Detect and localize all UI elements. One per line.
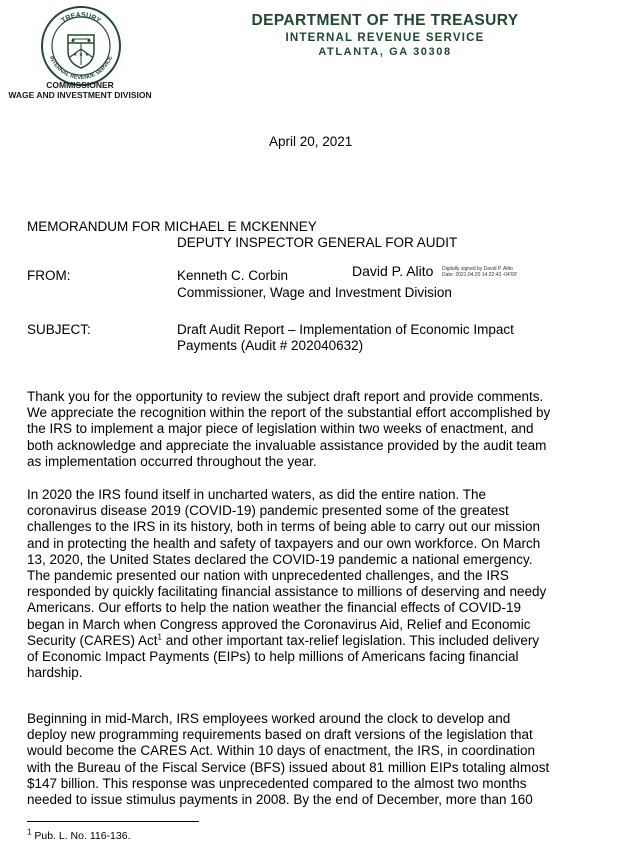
seal-ring-text-top: TREASURY [60, 11, 102, 25]
footnote-ref[interactable]: 1 [157, 632, 162, 642]
paragraph-line: the IRS to implement a major piece of legislation within two weeks of enactment, and [27, 421, 534, 437]
paragraph-line: and in protecting the health and safety of taxpayers and our own workforce. On March [27, 535, 541, 551]
paragraph-line: Beginning in mid-March, IRS employees worked around the clock to develop and [27, 711, 511, 726]
paragraph-2 [27, 487, 607, 681]
signature-meta-line-1: Digitally signed by David P. Alito [442, 266, 513, 272]
footnote [27, 827, 131, 842]
subject-label: SUBJECT: [27, 322, 91, 337]
paragraph-line: challenges to the IRS in its history, both in terms of being able to carry out our mission [27, 519, 540, 535]
paragraph-line: of Economic Impact Payments (EIPs) to help millions of Americans facing financial [27, 649, 519, 665]
division-caption [0, 80, 160, 100]
paragraph-1 [27, 389, 607, 470]
department-name: DEPARTMENT OF THE TREASURY [251, 12, 519, 29]
footnote-divider [27, 821, 199, 822]
paragraph-line: would become the CARES Act. Within 10 days of enactment, the IRS, in coordination [27, 743, 536, 759]
subject-line-1: Draft Audit Report – Implementation of Economic Impact [177, 322, 514, 337]
paragraph-line: We appreciate the recognition within the report of the substantial effort accomplished by [27, 405, 551, 421]
paragraph-line: needed to issue stimulus payments in 2008. By the end of December, more than 160 [27, 792, 533, 808]
paragraph-line: In 2020 the IRS found itself in uncharted waters, as did the entire nation. The [27, 487, 487, 502]
paragraph-line: $147 billion. This response was unprecedented compared to the almost two months [27, 775, 527, 791]
treasury-seal-icon [40, 5, 122, 87]
office-location: ATLANTA, GA 30308 [318, 46, 452, 58]
paragraph-3 [27, 711, 607, 808]
caption-line-1: COMMISSIONER [46, 80, 114, 90]
digital-signature-name: David P. Alito [352, 263, 434, 279]
from-title: Commissioner, Wage and Investment Division [177, 285, 452, 300]
footnote-marker: 1 [27, 827, 32, 837]
paragraph-line: with the Bureau of the Fiscal Service (BFS) issued about 81 million EIPs totaling almost [27, 759, 550, 775]
paragraph-line: coronavirus disease 2019 (COVID-19) pandemic presented some of the greatest [27, 503, 509, 519]
paragraph-line: as implementation occurred throughout the year. [27, 453, 317, 469]
line-text: and other important tax-relief legislation. This included delivery [161, 632, 540, 648]
paragraph-line-with-footnote [27, 633, 607, 649]
digital-signature-details [442, 266, 517, 278]
paragraph-line: began in March when Congress approved the Coronavirus Aid, Relief and Economic [27, 616, 531, 632]
svg-text:★ ★ ★: ★ ★ ★ [72, 52, 90, 58]
paragraph-line: hardship. [27, 665, 83, 681]
paragraph-line: both acknowledge and appreciate the invaluable assistance provided by the audit team [27, 437, 547, 453]
memo-for-line: MEMORANDUM FOR MICHAEL E MCKENNEY [27, 219, 317, 234]
paragraph-line: responded by quickly facilitating financial assistance to millions of deserving and needy [27, 584, 547, 600]
svg-text:TREASURY [60, 12, 101, 25]
memo-date: April 20, 2021 [269, 134, 353, 149]
seal-ring-text-bottom: INTERNAL REVENUE SERVICE [47, 55, 115, 82]
paragraph-line: The pandemic presented our nation with unprecedented challenges, and the IRS [27, 568, 509, 584]
paragraph-line: deploy new programming requirements based on draft versions of the legislation that [27, 727, 533, 743]
footnote-text: Pub. L. No. 116-136. [31, 830, 131, 842]
agency-name: INTERNAL REVENUE SERVICE [285, 32, 485, 44]
caption-line-2: WAGE AND INVESTMENT DIVISION [8, 90, 152, 100]
signature-meta-line-2: Date: 2021.04.20 14:22:43 -04'00' [442, 272, 518, 278]
paragraph-line: 13, 2020, the United States declared the COVID-19 pandemic a national emergency. [27, 551, 533, 567]
memo-for-title: DEPUTY INSPECTOR GENERAL FOR AUDIT [177, 235, 458, 250]
subject-line-2: Payments (Audit # 202040632) [177, 338, 364, 353]
letterhead-title [170, 12, 600, 58]
from-label: FROM: [27, 268, 71, 283]
line-text: Security (CARES) Act [27, 632, 158, 648]
paragraph-line: Thank you for the opportunity to review the subject draft report and provide comments. [27, 389, 544, 404]
from-name: Kenneth C. Corbin [177, 268, 289, 283]
paragraph-line: Americans. Our efforts to help the nation weather the financial effects of COVID-19 [27, 600, 522, 616]
